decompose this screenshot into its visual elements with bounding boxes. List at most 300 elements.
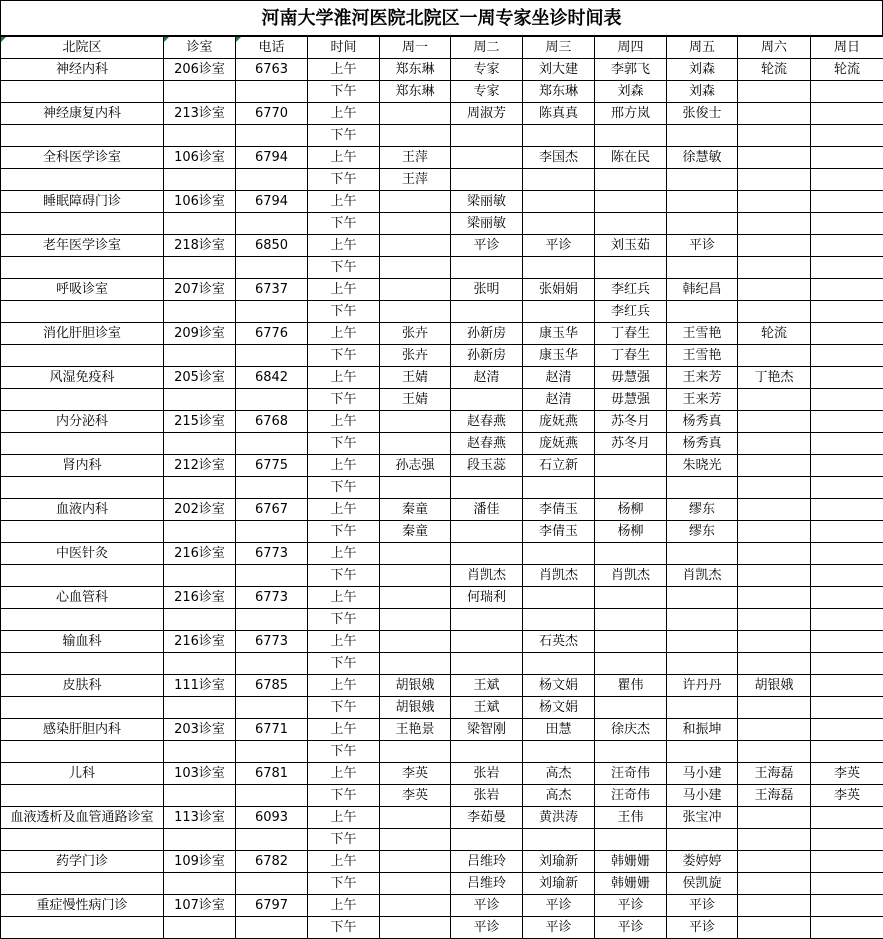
time-cell: 上午 [308, 895, 380, 917]
doctor-cell [380, 125, 451, 147]
doctor-cell [451, 257, 523, 279]
table-row [1, 829, 883, 851]
doctor-cell: 王婧 [380, 367, 451, 389]
doctor-cell: 李倩玉 [523, 521, 595, 543]
doctor-cell: 李英 [811, 785, 883, 807]
room-cell: 218诊室 [164, 235, 236, 257]
doctor-cell: 胡银娥 [380, 697, 451, 719]
doctor-cell: 肖凯杰 [451, 565, 523, 587]
table-row [1, 917, 883, 939]
empty-cell [236, 917, 308, 939]
doctor-cell [380, 873, 451, 895]
doctor-cell: 丁艳杰 [738, 367, 811, 389]
empty-cell [1, 257, 164, 279]
doctor-cell [811, 675, 883, 697]
doctor-cell [738, 301, 811, 323]
room-cell: 212诊室 [164, 455, 236, 477]
doctor-cell: 王萍 [380, 169, 451, 191]
doctor-cell: 邢方岚 [595, 103, 667, 125]
phone-cell: 6781 [236, 763, 308, 785]
doctor-cell [811, 917, 883, 939]
empty-cell [236, 81, 308, 103]
header-cell: 周日 [811, 37, 883, 59]
doctor-cell [811, 235, 883, 257]
room-cell: 106诊室 [164, 191, 236, 213]
doctor-cell [595, 169, 667, 191]
department-name: 重症慢性病门诊 [1, 895, 164, 917]
doctor-cell [380, 587, 451, 609]
empty-cell [164, 125, 236, 147]
doctor-cell: 平诊 [667, 235, 738, 257]
doctor-cell [451, 653, 523, 675]
table-row [1, 631, 883, 653]
phone-cell: 6770 [236, 103, 308, 125]
time-cell: 下午 [308, 873, 380, 895]
empty-cell [1, 829, 164, 851]
doctor-cell [523, 213, 595, 235]
time-cell: 上午 [308, 675, 380, 697]
department-name: 心血管科 [1, 587, 164, 609]
table-row [1, 323, 883, 345]
schedule-table [0, 36, 883, 939]
doctor-cell: 汪奇伟 [595, 785, 667, 807]
phone-cell: 6773 [236, 543, 308, 565]
doctor-cell [451, 543, 523, 565]
empty-cell [164, 565, 236, 587]
doctor-cell [811, 389, 883, 411]
doctor-cell [380, 433, 451, 455]
doctor-cell: 平诊 [451, 917, 523, 939]
table-row [1, 455, 883, 477]
room-cell: 107诊室 [164, 895, 236, 917]
time-cell: 上午 [308, 543, 380, 565]
doctor-cell: 缪东 [667, 499, 738, 521]
department-name: 呼吸诊室 [1, 279, 164, 301]
room-cell: 216诊室 [164, 587, 236, 609]
doctor-cell: 韩姗姗 [595, 851, 667, 873]
doctor-cell: 平诊 [451, 895, 523, 917]
table-row [1, 587, 883, 609]
doctor-cell [380, 411, 451, 433]
empty-cell [164, 785, 236, 807]
doctor-cell [380, 895, 451, 917]
time-cell: 下午 [308, 697, 380, 719]
table-row [1, 103, 883, 125]
empty-cell [1, 169, 164, 191]
table-row [1, 433, 883, 455]
doctor-cell [595, 477, 667, 499]
empty-cell [1, 609, 164, 631]
doctor-cell [738, 543, 811, 565]
doctor-cell [811, 719, 883, 741]
time-cell: 下午 [308, 565, 380, 587]
room-cell: 213诊室 [164, 103, 236, 125]
table-row [1, 191, 883, 213]
doctor-cell [811, 279, 883, 301]
department-name: 肾内科 [1, 455, 164, 477]
room-cell: 113诊室 [164, 807, 236, 829]
doctor-cell [380, 609, 451, 631]
doctor-cell: 孙新房 [451, 323, 523, 345]
empty-cell [1, 917, 164, 939]
doctor-cell [811, 81, 883, 103]
doctor-cell: 黄洪涛 [523, 807, 595, 829]
doctor-cell [451, 147, 523, 169]
doctor-cell [523, 543, 595, 565]
doctor-cell [451, 169, 523, 191]
time-cell: 上午 [308, 191, 380, 213]
empty-cell [164, 345, 236, 367]
doctor-cell: 庞妩燕 [523, 433, 595, 455]
empty-cell [236, 257, 308, 279]
doctor-cell: 张娟娟 [523, 279, 595, 301]
doctor-cell [667, 543, 738, 565]
empty-cell [236, 301, 308, 323]
department-name: 全科医学诊室 [1, 147, 164, 169]
empty-cell [1, 345, 164, 367]
doctor-cell [811, 807, 883, 829]
doctor-cell: 平诊 [523, 917, 595, 939]
doctor-cell: 朱晓光 [667, 455, 738, 477]
header-cell: 诊室 [164, 37, 236, 59]
time-cell: 下午 [308, 653, 380, 675]
table-row [1, 895, 883, 917]
doctor-cell: 孙新房 [451, 345, 523, 367]
empty-cell [1, 873, 164, 895]
time-cell: 上午 [308, 235, 380, 257]
doctor-cell: 王艳景 [380, 719, 451, 741]
doctor-cell [523, 653, 595, 675]
time-cell: 上午 [308, 59, 380, 81]
doctor-cell: 和振坤 [667, 719, 738, 741]
room-cell: 209诊室 [164, 323, 236, 345]
department-name: 输血科 [1, 631, 164, 653]
room-cell: 109诊室 [164, 851, 236, 873]
doctor-cell [738, 521, 811, 543]
doctor-cell [811, 345, 883, 367]
doctor-cell [738, 895, 811, 917]
doctor-cell: 田慧 [523, 719, 595, 741]
header-cell: 时间 [308, 37, 380, 59]
doctor-cell: 石英杰 [523, 631, 595, 653]
doctor-cell: 马小建 [667, 763, 738, 785]
doctor-cell [380, 191, 451, 213]
doctor-cell [380, 301, 451, 323]
time-cell: 下午 [308, 829, 380, 851]
doctor-cell [595, 741, 667, 763]
doctor-cell [738, 213, 811, 235]
room-cell: 203诊室 [164, 719, 236, 741]
doctor-cell [451, 741, 523, 763]
empty-cell [236, 565, 308, 587]
doctor-cell: 李茹曼 [451, 807, 523, 829]
doctor-cell [667, 301, 738, 323]
doctor-cell: 张岩 [451, 763, 523, 785]
table-row [1, 675, 883, 697]
department-name: 药学门诊 [1, 851, 164, 873]
table-row [1, 411, 883, 433]
doctor-cell: 苏冬月 [595, 433, 667, 455]
doctor-cell [451, 125, 523, 147]
room-cell: 216诊室 [164, 631, 236, 653]
doctor-cell: 平诊 [667, 895, 738, 917]
doctor-cell [667, 631, 738, 653]
doctor-cell [811, 147, 883, 169]
doctor-cell [811, 323, 883, 345]
doctor-cell [738, 829, 811, 851]
doctor-cell [811, 257, 883, 279]
doctor-cell: 王雪艳 [667, 323, 738, 345]
doctor-cell [595, 587, 667, 609]
empty-cell [164, 829, 236, 851]
doctor-cell [738, 565, 811, 587]
doctor-cell [811, 213, 883, 235]
doctor-cell: 陈在民 [595, 147, 667, 169]
doctor-cell: 毋慧强 [595, 367, 667, 389]
empty-cell [164, 433, 236, 455]
time-cell: 上午 [308, 807, 380, 829]
doctor-cell: 郑东琳 [380, 59, 451, 81]
doctor-cell: 庞妩燕 [523, 411, 595, 433]
doctor-cell: 郑东琳 [380, 81, 451, 103]
table-body [1, 59, 883, 939]
doctor-cell: 张卉 [380, 323, 451, 345]
doctor-cell [811, 609, 883, 631]
empty-cell [236, 169, 308, 191]
time-cell: 下午 [308, 917, 380, 939]
doctor-cell: 张卉 [380, 345, 451, 367]
room-cell: 202诊室 [164, 499, 236, 521]
room-cell: 205诊室 [164, 367, 236, 389]
doctor-cell: 李国杰 [523, 147, 595, 169]
time-cell: 上午 [308, 411, 380, 433]
doctor-cell: 王海磊 [738, 763, 811, 785]
doctor-cell: 秦童 [380, 499, 451, 521]
empty-cell [164, 521, 236, 543]
table-row [1, 565, 883, 587]
doctor-cell [811, 895, 883, 917]
doctor-cell [380, 235, 451, 257]
doctor-cell: 王伟 [595, 807, 667, 829]
empty-cell [236, 433, 308, 455]
doctor-cell: 王斌 [451, 697, 523, 719]
table-row [1, 477, 883, 499]
doctor-cell: 娄婷婷 [667, 851, 738, 873]
empty-cell [1, 213, 164, 235]
doctor-cell: 肖凯杰 [667, 565, 738, 587]
time-cell: 下午 [308, 785, 380, 807]
empty-cell [236, 653, 308, 675]
doctor-cell [811, 301, 883, 323]
doctor-cell [738, 81, 811, 103]
doctor-cell [738, 433, 811, 455]
doctor-cell [595, 191, 667, 213]
doctor-cell [738, 257, 811, 279]
doctor-cell [738, 235, 811, 257]
doctor-cell: 缪东 [667, 521, 738, 543]
time-cell: 下午 [308, 169, 380, 191]
doctor-cell [595, 213, 667, 235]
header-cell: 周三 [523, 37, 595, 59]
phone-cell: 6842 [236, 367, 308, 389]
doctor-cell: 肖凯杰 [595, 565, 667, 587]
empty-cell [1, 81, 164, 103]
doctor-cell: 刘玉茹 [595, 235, 667, 257]
doctor-cell [738, 169, 811, 191]
doctor-cell [811, 741, 883, 763]
doctor-cell [738, 455, 811, 477]
doctor-cell: 徐庆杰 [595, 719, 667, 741]
table-row [1, 785, 883, 807]
table-row [1, 345, 883, 367]
doctor-cell [380, 477, 451, 499]
empty-cell [236, 213, 308, 235]
table-row [1, 873, 883, 895]
doctor-cell: 平诊 [523, 235, 595, 257]
table-row [1, 301, 883, 323]
doctor-cell [811, 477, 883, 499]
doctor-cell: 平诊 [595, 917, 667, 939]
doctor-cell [451, 521, 523, 543]
doctor-cell: 韩姗姗 [595, 873, 667, 895]
department-name: 中医针灸 [1, 543, 164, 565]
doctor-cell [811, 697, 883, 719]
doctor-cell [595, 697, 667, 719]
doctor-cell: 周淑芳 [451, 103, 523, 125]
doctor-cell [811, 873, 883, 895]
doctor-cell: 杨秀真 [667, 433, 738, 455]
doctor-cell [811, 367, 883, 389]
doctor-cell: 王斌 [451, 675, 523, 697]
doctor-cell [380, 213, 451, 235]
time-cell: 下午 [308, 301, 380, 323]
empty-cell [236, 873, 308, 895]
doctor-cell: 平诊 [523, 895, 595, 917]
doctor-cell: 潘佳 [451, 499, 523, 521]
doctor-cell [380, 741, 451, 763]
time-cell: 上午 [308, 147, 380, 169]
room-cell: 216诊室 [164, 543, 236, 565]
phone-cell: 6093 [236, 807, 308, 829]
department-name: 老年医学诊室 [1, 235, 164, 257]
phone-cell: 6797 [236, 895, 308, 917]
empty-cell [1, 389, 164, 411]
doctor-cell [738, 191, 811, 213]
doctor-cell [811, 411, 883, 433]
doctor-cell [595, 257, 667, 279]
time-cell: 上午 [308, 851, 380, 873]
empty-cell [164, 477, 236, 499]
doctor-cell [667, 125, 738, 147]
doctor-cell: 胡银娥 [380, 675, 451, 697]
phone-cell: 6776 [236, 323, 308, 345]
doctor-cell: 孙志强 [380, 455, 451, 477]
empty-cell [1, 697, 164, 719]
doctor-cell: 丁春生 [595, 345, 667, 367]
doctor-cell [811, 565, 883, 587]
department-name: 风湿免疫科 [1, 367, 164, 389]
doctor-cell: 何瑞利 [451, 587, 523, 609]
doctor-cell: 许丹丹 [667, 675, 738, 697]
doctor-cell: 轮流 [738, 59, 811, 81]
doctor-cell [380, 807, 451, 829]
table-row [1, 653, 883, 675]
doctor-cell: 王海磊 [738, 785, 811, 807]
time-cell: 上午 [308, 587, 380, 609]
room-cell: 207诊室 [164, 279, 236, 301]
empty-cell [164, 917, 236, 939]
empty-cell [164, 81, 236, 103]
doctor-cell [667, 697, 738, 719]
time-cell: 上午 [308, 631, 380, 653]
table-row [1, 81, 883, 103]
doctor-cell [811, 125, 883, 147]
doctor-cell [738, 411, 811, 433]
time-cell: 上午 [308, 719, 380, 741]
empty-cell [164, 389, 236, 411]
doctor-cell: 段玉蕊 [451, 455, 523, 477]
time-cell: 下午 [308, 433, 380, 455]
doctor-cell [738, 697, 811, 719]
doctor-cell: 李倩玉 [523, 499, 595, 521]
table-row [1, 543, 883, 565]
doctor-cell: 王婧 [380, 389, 451, 411]
doctor-cell [738, 147, 811, 169]
table-row [1, 213, 883, 235]
doctor-cell [811, 543, 883, 565]
department-name: 消化肝胆诊室 [1, 323, 164, 345]
doctor-cell: 高杰 [523, 763, 595, 785]
doctor-cell [811, 653, 883, 675]
doctor-cell [667, 829, 738, 851]
empty-cell [236, 697, 308, 719]
doctor-cell: 杨秀真 [667, 411, 738, 433]
doctor-cell [811, 499, 883, 521]
doctor-cell [667, 477, 738, 499]
time-cell: 下午 [308, 257, 380, 279]
table-row [1, 147, 883, 169]
doctor-cell [523, 169, 595, 191]
empty-cell [236, 477, 308, 499]
empty-cell [1, 565, 164, 587]
time-cell: 下午 [308, 521, 380, 543]
empty-cell [236, 345, 308, 367]
doctor-cell: 马小建 [667, 785, 738, 807]
empty-cell [164, 169, 236, 191]
time-cell: 上午 [308, 103, 380, 125]
doctor-cell [738, 851, 811, 873]
doctor-cell: 吕维玲 [451, 873, 523, 895]
doctor-cell [523, 257, 595, 279]
phone-cell: 6763 [236, 59, 308, 81]
room-cell: 106诊室 [164, 147, 236, 169]
table-row [1, 59, 883, 81]
doctor-cell: 张明 [451, 279, 523, 301]
doctor-cell: 专家 [451, 81, 523, 103]
room-cell: 215诊室 [164, 411, 236, 433]
doctor-cell [523, 477, 595, 499]
doctor-cell [738, 103, 811, 125]
doctor-cell: 杨柳 [595, 499, 667, 521]
doctor-cell [738, 125, 811, 147]
doctor-cell [380, 279, 451, 301]
phone-cell: 6773 [236, 631, 308, 653]
table-header [1, 37, 883, 59]
doctor-cell: 侯凯旋 [667, 873, 738, 895]
doctor-cell: 郑东琳 [523, 81, 595, 103]
department-name: 儿科 [1, 763, 164, 785]
doctor-cell [380, 565, 451, 587]
